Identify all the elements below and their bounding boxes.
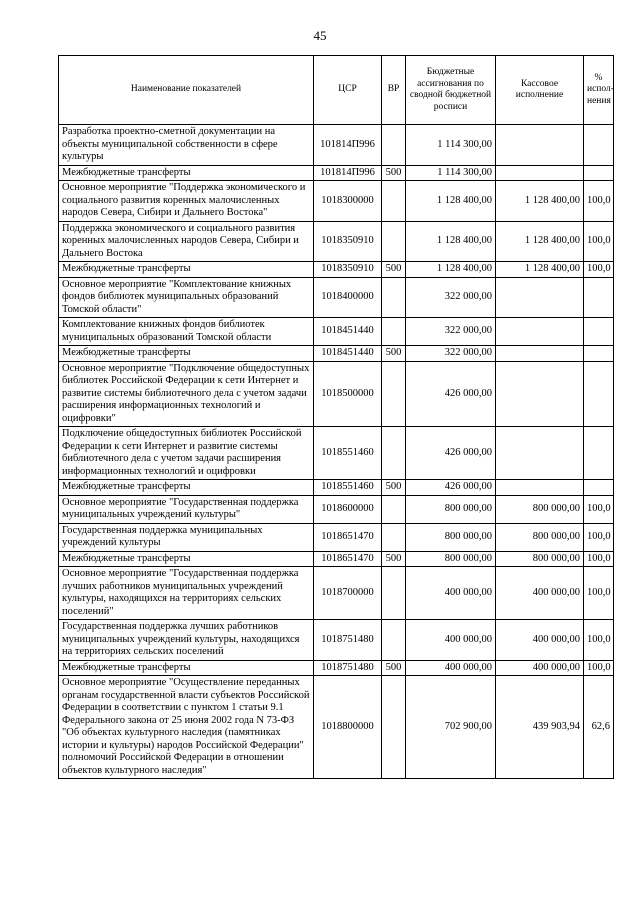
- row-pct: [584, 346, 614, 362]
- row-csr: 1018350910: [314, 262, 382, 278]
- row-cash: [496, 277, 584, 318]
- row-vr: [382, 567, 406, 620]
- row-budget: 1 128 400,00: [406, 181, 496, 222]
- row-csr: 1018651470: [314, 523, 382, 551]
- table-header-row: [59, 56, 614, 125]
- row-pct: [584, 480, 614, 496]
- row-name: Государственная поддержка лучших работников муниципальных учреждений культуры, находящихся на территориях сельских поселений: [59, 620, 314, 661]
- row-vr: [382, 318, 406, 346]
- table-row: [59, 523, 614, 551]
- table-row: [59, 165, 614, 181]
- row-pct: [584, 361, 614, 427]
- row-name: Разработка проектно-сметной документации на объекты муниципальной собственности в сфере культуры: [59, 125, 314, 166]
- row-vr: [382, 427, 406, 480]
- row-name: Межбюджетные трансферты: [59, 551, 314, 567]
- row-name: Поддержка экономического и социального развития коренных малочисленных народов Севера, Сибири и Дальнего Востока: [59, 221, 314, 262]
- row-cash: 400 000,00: [496, 567, 584, 620]
- row-budget: 800 000,00: [406, 551, 496, 567]
- row-vr: [382, 620, 406, 661]
- row-cash: 800 000,00: [496, 495, 584, 523]
- row-cash: [496, 480, 584, 496]
- row-budget: 322 000,00: [406, 318, 496, 346]
- row-pct: 100,0: [584, 495, 614, 523]
- table-row: [59, 620, 614, 661]
- row-csr: 1018551460: [314, 427, 382, 480]
- row-budget: 400 000,00: [406, 620, 496, 661]
- header-budget: Бюджетные ассигнования по сводной бюджетной росписи: [406, 56, 496, 125]
- row-budget: 400 000,00: [406, 567, 496, 620]
- row-cash: 800 000,00: [496, 551, 584, 567]
- row-cash: 1 128 400,00: [496, 262, 584, 278]
- header-vr: ВР: [382, 56, 406, 125]
- table-row: [59, 495, 614, 523]
- row-budget: 800 000,00: [406, 495, 496, 523]
- row-cash: [496, 125, 584, 166]
- row-csr: 1018400000: [314, 277, 382, 318]
- row-csr: 1018300000: [314, 181, 382, 222]
- row-cash: 800 000,00: [496, 523, 584, 551]
- row-csr: 1018651470: [314, 551, 382, 567]
- header-pct: % испол-нения: [584, 56, 614, 125]
- row-budget: 426 000,00: [406, 427, 496, 480]
- table-row: [59, 676, 614, 779]
- row-vr: [382, 181, 406, 222]
- row-vr: [382, 221, 406, 262]
- table-row: [59, 480, 614, 496]
- row-vr: 500: [382, 480, 406, 496]
- row-budget: 322 000,00: [406, 277, 496, 318]
- row-cash: [496, 346, 584, 362]
- table-row: [59, 427, 614, 480]
- row-name: Подключение общедоступных библиотек Российской Федерации к сети Интернет и развитие системы библиотечного дела с учетом задачи расширения информационных технологий и оцифровки: [59, 427, 314, 480]
- table-row: [59, 221, 614, 262]
- row-name: Межбюджетные трансферты: [59, 262, 314, 278]
- row-pct: [584, 165, 614, 181]
- table-row: [59, 262, 614, 278]
- row-vr: 500: [382, 660, 406, 676]
- row-budget: 800 000,00: [406, 523, 496, 551]
- row-name: Межбюджетные трансферты: [59, 346, 314, 362]
- row-vr: 500: [382, 551, 406, 567]
- row-pct: 100,0: [584, 660, 614, 676]
- row-pct: [584, 125, 614, 166]
- row-csr: 1018500000: [314, 361, 382, 427]
- row-budget: 702 900,00: [406, 676, 496, 779]
- row-cash: [496, 165, 584, 181]
- row-budget: 426 000,00: [406, 480, 496, 496]
- row-csr: 1018700000: [314, 567, 382, 620]
- row-cash: [496, 361, 584, 427]
- row-pct: [584, 427, 614, 480]
- page-number: 45: [313, 28, 327, 43]
- row-csr: 1018600000: [314, 495, 382, 523]
- row-name: Основное мероприятие "Государственная поддержка лучших работников муниципальных учреждений культуры, находящихся на территориях сельских поселений": [59, 567, 314, 620]
- row-name: Основное мероприятие "Осуществление переданных органам государственной власти субъектов Российской Федерации в соответствии с пунктом 1 статьи 9.1 Федерального закона от 25 июня 2002 года N 73-ФЗ "Об объектах культурного наследия (памятниках истории и культуры) народов Российской Федерации" полномочий Российской Федерации в отношении объектов культурного наследия": [59, 676, 314, 779]
- row-name: Основное мероприятие "Государственная поддержка муниципальных учреждений культуры": [59, 495, 314, 523]
- row-cash: 1 128 400,00: [496, 221, 584, 262]
- row-vr: [382, 361, 406, 427]
- budget-table: [58, 55, 614, 779]
- header-csr: ЦСР: [314, 56, 382, 125]
- row-budget: 1 114 300,00: [406, 165, 496, 181]
- row-pct: [584, 277, 614, 318]
- row-pct: 62,6: [584, 676, 614, 779]
- row-pct: 100,0: [584, 620, 614, 661]
- row-name: Государственная поддержка муниципальных учреждений культуры: [59, 523, 314, 551]
- row-vr: [382, 495, 406, 523]
- row-pct: 100,0: [584, 181, 614, 222]
- header-cash: Кассовое исполнение: [496, 56, 584, 125]
- row-budget: 400 000,00: [406, 660, 496, 676]
- row-budget: 1 128 400,00: [406, 262, 496, 278]
- row-csr: 1018451440: [314, 346, 382, 362]
- row-csr: 1018751480: [314, 620, 382, 661]
- row-pct: 100,0: [584, 551, 614, 567]
- row-pct: 100,0: [584, 221, 614, 262]
- header-name: Наименование показателей: [59, 56, 314, 125]
- table-row: [59, 318, 614, 346]
- table-row: [59, 277, 614, 318]
- row-name: Комплектование книжных фондов библиотек муниципальных образований Томской области: [59, 318, 314, 346]
- table-row: [59, 361, 614, 427]
- row-csr: 1018800000: [314, 676, 382, 779]
- row-csr: 101814П996: [314, 125, 382, 166]
- row-cash: 439 903,94: [496, 676, 584, 779]
- row-budget: 426 000,00: [406, 361, 496, 427]
- row-cash: [496, 318, 584, 346]
- row-name: Межбюджетные трансферты: [59, 480, 314, 496]
- row-csr: 1018551460: [314, 480, 382, 496]
- row-name: Межбюджетные трансферты: [59, 660, 314, 676]
- row-name: Основное мероприятие "Поддержка экономического и социального развития коренных малочисленных народов Севера, Сибири и Дальнего Востока": [59, 181, 314, 222]
- row-budget: 1 128 400,00: [406, 221, 496, 262]
- table-row: [59, 660, 614, 676]
- table-row: [59, 125, 614, 166]
- row-name: Основное мероприятие "Комплектование книжных фондов библиотек муниципальных образований Томской области": [59, 277, 314, 318]
- row-csr: 101814П996: [314, 165, 382, 181]
- row-csr: 1018350910: [314, 221, 382, 262]
- row-vr: 500: [382, 165, 406, 181]
- row-name: Межбюджетные трансферты: [59, 165, 314, 181]
- row-vr: 500: [382, 346, 406, 362]
- row-budget: 322 000,00: [406, 346, 496, 362]
- table-row: [59, 181, 614, 222]
- table-row: [59, 346, 614, 362]
- row-cash: 400 000,00: [496, 620, 584, 661]
- row-vr: [382, 125, 406, 166]
- row-cash: 400 000,00: [496, 660, 584, 676]
- row-vr: 500: [382, 262, 406, 278]
- row-vr: [382, 676, 406, 779]
- row-pct: 100,0: [584, 567, 614, 620]
- row-budget: 1 114 300,00: [406, 125, 496, 166]
- row-pct: 100,0: [584, 523, 614, 551]
- row-cash: [496, 427, 584, 480]
- table-row: [59, 551, 614, 567]
- row-pct: 100,0: [584, 262, 614, 278]
- row-csr: 1018451440: [314, 318, 382, 346]
- table-row: [59, 567, 614, 620]
- row-vr: [382, 523, 406, 551]
- row-csr: 1018751480: [314, 660, 382, 676]
- row-cash: 1 128 400,00: [496, 181, 584, 222]
- row-vr: [382, 277, 406, 318]
- row-pct: [584, 318, 614, 346]
- row-name: Основное мероприятие "Подключение общедоступных библиотек Российской Федерации к сети Интернет и развитие системы библиотечного дела с учетом задачи расширения информационных технологий и оцифровки": [59, 361, 314, 427]
